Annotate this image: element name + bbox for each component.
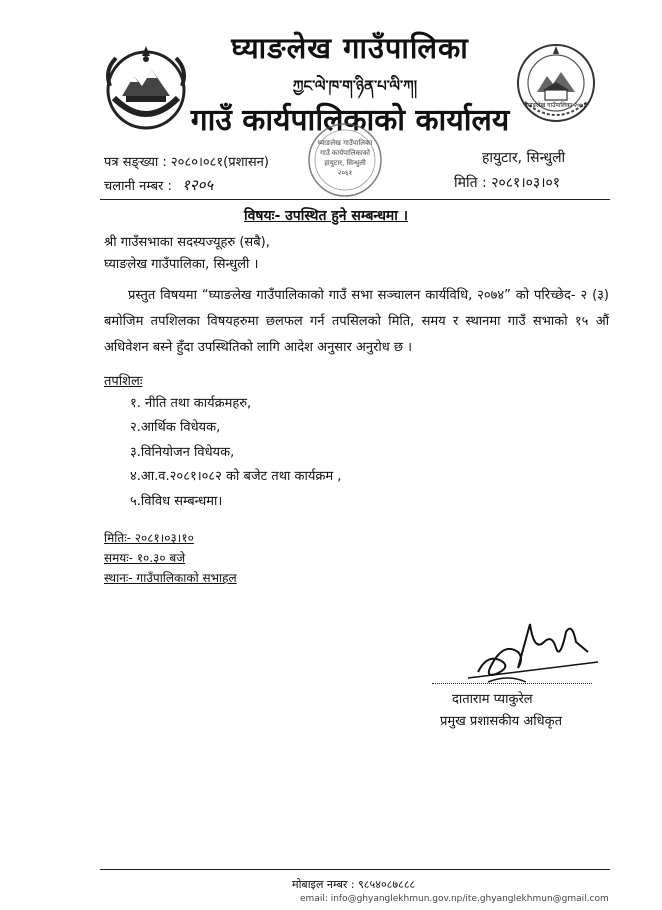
municipality-title: घ्याङलेख गाउँपालिका [231, 31, 469, 65]
meeting-place: स्थानः- गाउँपालिकाको सभाहल [104, 571, 237, 585]
stamp-text [310, 138, 380, 178]
office-title: गाउँ कार्यपालिकाको कार्यालय [190, 103, 510, 138]
stamp-line-4: २०६१ [337, 169, 353, 177]
agenda-item-3: ३.विनियोजन विधेयक, [130, 445, 235, 460]
municipality-title-tibetan: ཀྱང་ལེ་ཁ་ག་ཉིན་པ་ལི་ཀ། [292, 77, 418, 95]
signature-line [432, 683, 592, 684]
meeting-date: मितिः- २०८१।०३।१० [104, 531, 194, 545]
stamp-line-1: घ्याङलेख गाउँपालिका [317, 139, 373, 147]
municipality-logo-icon [515, 42, 597, 124]
footer-contact: email: info@ghyanglekhmun.gov.np/ite.ghyanglekhmun@gmail.com [300, 894, 609, 904]
subject-line: विषयः- उपस्थित हुने सम्बन्धमा । [244, 208, 409, 224]
dispatch-number-label: चलानी नम्बर : [104, 179, 172, 194]
nepal-emblem-icon [100, 40, 192, 132]
dispatch-number-value: १२०५ [181, 176, 214, 194]
agenda-item-2: २.आर्थिक विधेयक, [130, 420, 221, 435]
addressee-line-2: घ्याङलेख गाउँपालिका, सिन्धुली । [104, 257, 259, 272]
letter-date: मिति : २०८१।०३।०१ [454, 175, 561, 191]
dispatch-number-row [104, 175, 213, 195]
meeting-time: समयः- १०.३० बजे [104, 551, 186, 565]
letter-number: पत्र सङ्ख्या : २०८०।०८१(प्रशासन) [104, 155, 269, 170]
signature [448, 612, 608, 692]
agenda-item-5: ५.विविध सम्बन्धमा। [130, 494, 223, 509]
footer-mobile: मोबाइल नम्बर : ९८५४०८७८८८ [292, 878, 416, 891]
logo-caption: घ्याङलेख गाउँपालिका २०७३ [525, 102, 587, 109]
stamp-line-2: गाउँ कार्यपालिकाको [320, 149, 370, 157]
body-paragraph: प्रस्तुत विषयमा “घ्याङलेख गाउँपालिकाको गाउँ सभा सञ्चालन कार्यविधि, २०७४” को परिच्छेद- २ (३) बमोजिम तपशिलका विषयहरुमा छलफल गर्न तपसिलको मिति, समय र स्थानमा गाउँ सभाको १५ औं अधिवेशन बस्ने हुँदा उपस्थितिको लागि आदेश अनुसार अनुरोध छ । [104, 288, 609, 355]
agenda-item-4: ४.आ.व.२०८१।०८२ को बजेट तथा कार्यक्रम , [130, 469, 342, 484]
stamp-line-3: हायुटार, सिन्धुली [324, 159, 366, 167]
details-heading: तपशिलः [104, 374, 143, 389]
footer-divider [100, 869, 610, 870]
office-address: हायुटार, सिन्धुली [482, 150, 566, 166]
signatory-title: प्रमुख प्रशासकीय अधिकृत [440, 714, 563, 729]
agenda-item-1: १. नीति तथा कार्यक्रमहरु, [130, 396, 252, 411]
header-divider [100, 199, 610, 200]
signatory-name: दाताराम प्याकुरेल [452, 692, 533, 707]
addressee-line-1: श्री गाउँसभाका सदस्यज्यूहरु (सबै), [104, 235, 270, 250]
